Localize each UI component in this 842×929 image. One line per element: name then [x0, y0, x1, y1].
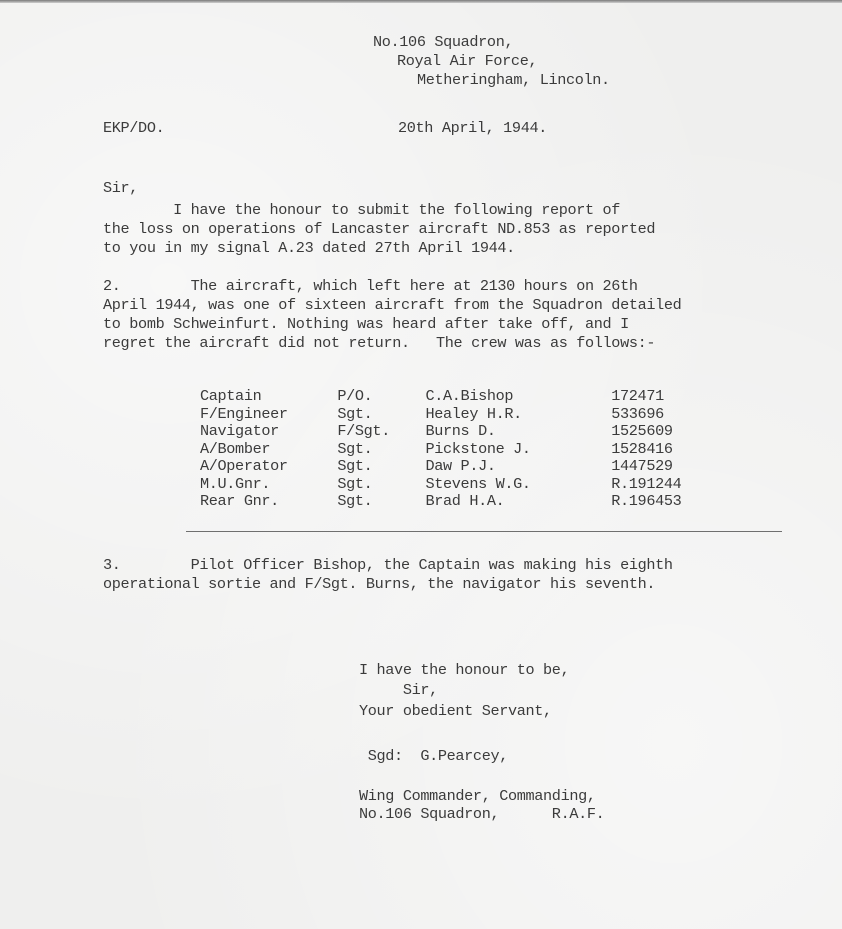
- closing-line-3: Your obedient Servant,: [359, 702, 552, 720]
- crew-name: Healey H.R.: [425, 404, 522, 423]
- letterhead-line-2: Royal Air Force,: [397, 52, 538, 70]
- crew-row: [186, 458, 782, 476]
- paragraph-1-line-1: I have the honour to submit the following report of: [103, 201, 621, 219]
- paragraph-2-line-3: to bomb Schweinfurt. Nothing was heard after take off, and I: [103, 315, 629, 333]
- letterhead-line-1: No.106 Squadron,: [373, 33, 514, 51]
- crew-table: [186, 388, 782, 511]
- crew-position: A/Bomber: [200, 439, 271, 458]
- crew-position: Navigator: [200, 422, 279, 440]
- paragraph-2-line-2: April 1944, was one of sixteen aircraft from the Squadron detailed: [103, 296, 682, 314]
- crew-row: [186, 493, 782, 511]
- crew-service-number: 533696: [611, 404, 664, 423]
- paragraph-2-line-4: regret the aircraft did not return. The crew was as follows:-: [103, 334, 656, 352]
- crew-rank: P/O.: [337, 387, 373, 405]
- crew-position: M.U.Gnr.: [200, 474, 271, 493]
- paragraph-3-line-2: operational sortie and F/Sgt. Burns, the navigator his seventh.: [103, 575, 656, 593]
- crew-row: [186, 423, 782, 441]
- crew-service-number: R.191244: [611, 474, 682, 493]
- paragraph-2-line-1: 2. The aircraft, which left here at 2130 hours on 26th: [103, 277, 638, 295]
- crew-rank: Sgt.: [337, 439, 373, 458]
- crew-name: C.A.Bishop: [425, 387, 514, 405]
- table-underline: [186, 531, 782, 532]
- crew-rank: Sgt.: [337, 474, 373, 493]
- signature: Sgd: G.Pearcey,: [359, 747, 508, 765]
- crew-row: [186, 476, 782, 494]
- crew-service-number: 1528416: [611, 439, 673, 458]
- letterhead-line-3: Metheringham, Lincoln.: [417, 71, 610, 89]
- crew-rank: Sgt.: [337, 492, 373, 510]
- crew-name: Daw P.J.: [425, 457, 496, 475]
- date: 20th April, 1944.: [398, 119, 547, 137]
- crew-name: Pickstone J.: [425, 439, 531, 458]
- closing-line-1: I have the honour to be,: [359, 661, 570, 679]
- crew-service-number: R.196453: [611, 492, 682, 510]
- crew-rank: F/Sgt.: [337, 422, 390, 440]
- crew-rank: Sgt.: [337, 404, 373, 423]
- crew-row: [186, 406, 782, 424]
- crew-name: Brad H.A.: [425, 492, 505, 510]
- crew-rank: Sgt.: [337, 457, 373, 475]
- crew-position: Captain: [200, 387, 262, 405]
- crew-position: A/Operator: [200, 457, 288, 475]
- paragraph-1-line-2: the loss on operations of Lancaster aircraft ND.853 as reported: [103, 220, 656, 238]
- paragraph-3-line-1: 3. Pilot Officer Bishop, the Captain was making his eighth: [103, 556, 673, 574]
- crew-service-number: 172471: [611, 387, 664, 405]
- crew-service-number: 1525609: [611, 422, 673, 440]
- crew-name: Stevens W.G.: [425, 474, 531, 493]
- salutation: Sir,: [103, 179, 139, 197]
- crew-service-number: 1447529: [611, 457, 673, 475]
- crew-row: [186, 441, 782, 459]
- crew-name: Burns D.: [425, 422, 496, 440]
- signatory-title-1: Wing Commander, Commanding,: [359, 787, 596, 805]
- reference: EKP/DO.: [103, 119, 165, 137]
- crew-position: Rear Gnr.: [200, 492, 279, 510]
- closing-sir: Sir,: [359, 681, 438, 699]
- crew-position: F/Engineer: [200, 404, 288, 423]
- paragraph-1-line-3: to you in my signal A.23 dated 27th April 1944.: [103, 239, 515, 257]
- crew-row: [186, 388, 782, 406]
- signatory-title-2: No.106 Squadron, R.A.F.: [359, 805, 605, 823]
